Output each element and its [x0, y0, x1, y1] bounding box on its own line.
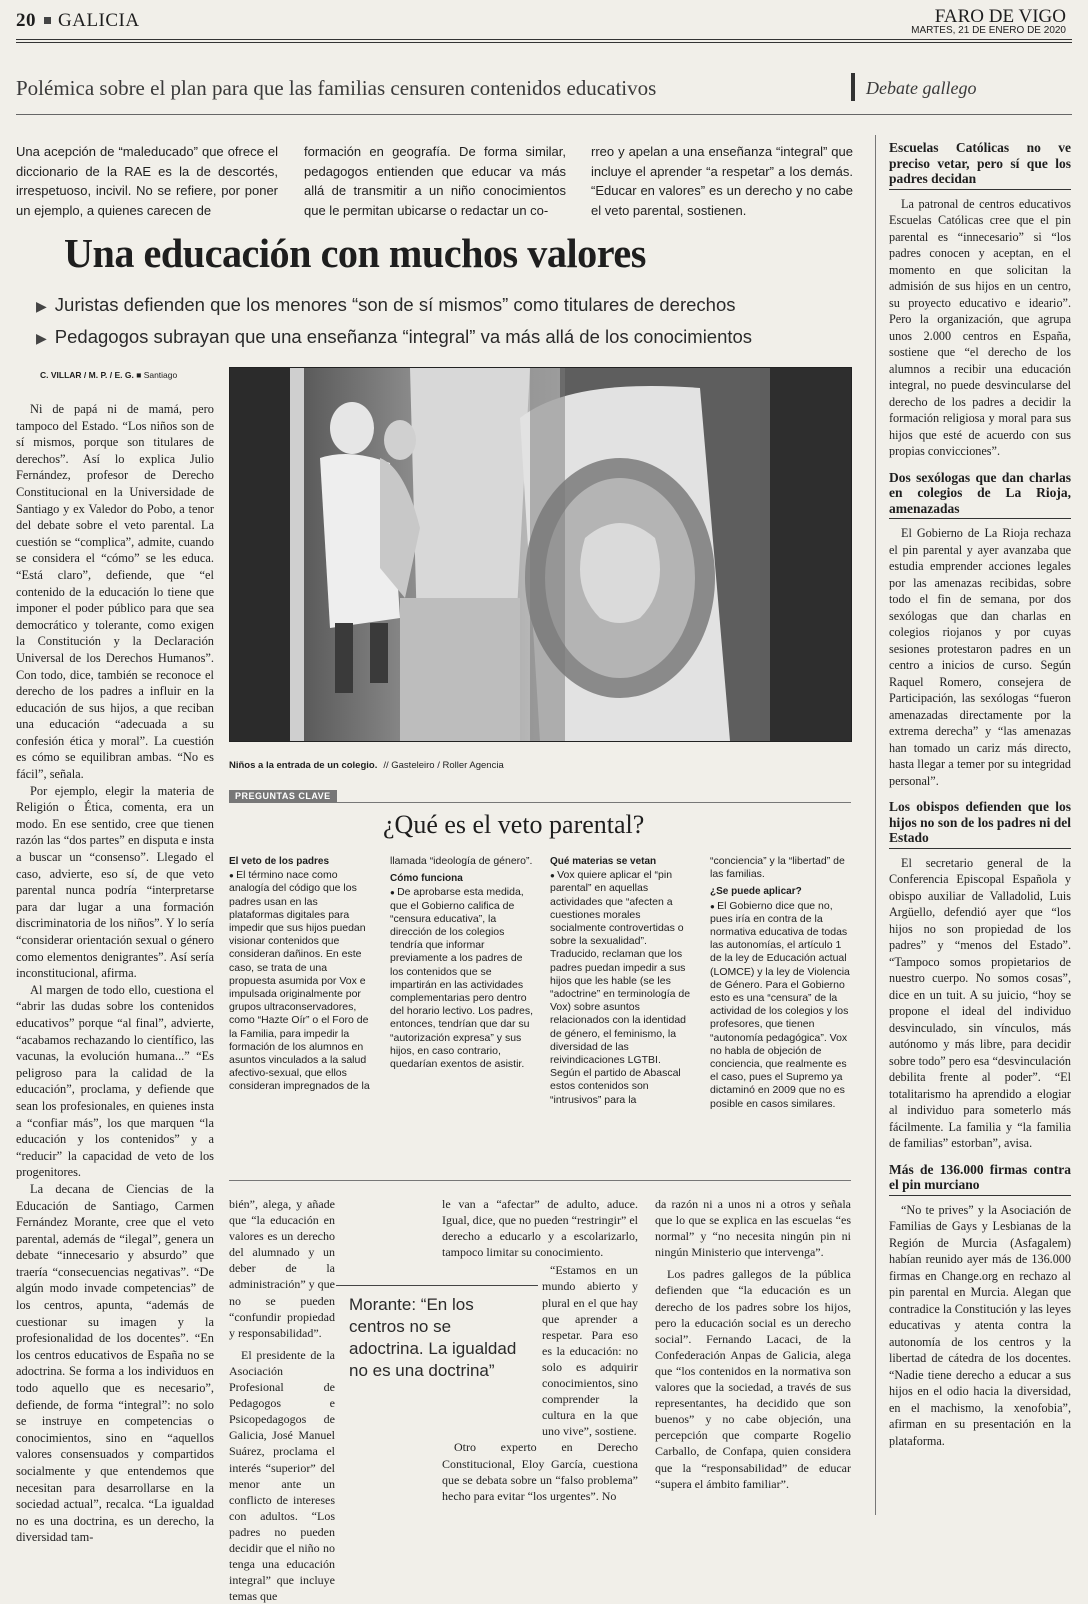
qa-column-1 [229, 855, 372, 1098]
intro-col-1: Una acepción de “maleducado” que ofrece el diccionario de la RAE es la de descortés, irrespetuoso, incivil. No se refiere, por poner un ejemplo, a quienes carecen de [16, 144, 278, 218]
topic-rule [16, 114, 1072, 115]
sidebar-rule [889, 518, 1071, 519]
paragraph: da razón ni a unos ni a otros y señala que lo que se explica en las escuelas “es normal” y “no necesita ningún pin ni ningún Ministerio que intervenga”. [655, 1197, 851, 1260]
section-badge: PREGUNTAS CLAVE [229, 790, 337, 802]
sidebar-text: La patronal de centros educativos Escuelas Católicas cree que el pin parental es “innecesario” si “los padres conocen y aceptan, en el momento en que solicitan la admisión de sus hijos en un centro, su proyecto educativo e ideario”. Pero la organización, que agrupa unos 2.000 centros en España, sostiene que “el derecho de los alumnos a recibir una educación integral, no puede desvincularse del derecho de los padres a decidir la formación religiosa y moral para sus hijos que esté de acuerdo con sus propias convicciones”. [889, 196, 1071, 458]
qa-answer: De aprobarse esta medida, que el Gobierno califica de “censura educativa”, la dirección de los colegios tendría que informar previamente a los padres de los contenidos que se impartirán en las actividades complementarias pero dentro del horario lectivo. Los padres, entonces, tendrían que dar su “autorización expresa” y sus hijos, en caso contrario, quedarían exentos de asistir. [390, 886, 533, 1071]
sidebar-text: “No te prives” y la Asociación de Familias de Gays y Lesbianas de la Región de Murcia (Asfagalem) habían reunido ayer más de 136.000 firmas en Change.org en rechazo al pin parental en Murcia. Alegan que contradice la Constitución y las leyes educativas y atenta contra la autonomía de los centros y la libertad de cátedra de los docentes. “Nadie tiene derecho a educar a sus hijos en el odio hacia la diversidad, en el machismo, la xenofobia”, afirman en su presentación en la plataforma. [889, 1202, 1071, 1448]
issue-date: MARTES, 21 DE ENERO DE 2020 [911, 25, 1066, 36]
section-title: GALICIA [58, 10, 140, 31]
bottom-column-1 [229, 1196, 426, 1604]
bullet-dot-icon: ● [229, 871, 237, 881]
byline-location: Santiago [143, 370, 178, 380]
qa-column-3 [550, 855, 693, 1111]
qa-answer-cont: llamada “ideología de género”. [390, 855, 533, 867]
byline: C. VILLAR / M. P. / E. G. ■ Santiago [40, 370, 178, 380]
bullet-triangle-icon: ▶ [36, 330, 47, 346]
qa-question: El veto de los padres [229, 856, 330, 867]
preguntas-rule [229, 802, 851, 803]
preguntas-title: ¿Qué es el veto parental? [383, 810, 645, 839]
bullet-dot-icon: ● [550, 871, 558, 881]
sidebar-rule [889, 848, 1071, 849]
sidebar-text: El secretario general de la Conferencia Episcopal Española y obispo auxiliar de Valladolid, Luis Argüello, defendió ayer que “los hijos no son propiedad de los padres” y “menos del Estado”. “Tampoco somos propietarios de nuestro cuerpo. No somos cosas”, dice en un tuit. A su juicio, “hoy se propone el ideal del individuo desvinculado, sin vínculos, más autónomo y más libre, para decidir sobre todo” pero esa “desvinculación debilita frente al poder”. “El totalitarismo ha aprendido a elogiar al individuo para someterlo más fácilmente. La familia y “la familia de familias” estorban”, avisa. [889, 855, 1071, 1150]
paragraph: El presidente de la Asociación Profesional de Pedagogos e Psicopedagogos de Galicia, José Manuel Suárez, proclama el interés “superior” del menor ante un conflicto de intereses con adultos. “Los padres no pueden decidir que el niño no tenga una educación integral” que incluye temas que [229, 1347, 335, 1604]
page-number: 20 [16, 10, 36, 31]
qa-answer: Vox quiere aplicar el “pin parental” en aquellas actividades que “afecten a cuestiones morales socialmente controvertidas o sobre la sexualidad”. Traducido, reclaman que los padres puedan impedir a sus hijos que les hable (se les “adoctrine” en terminología de Vox) sobre asuntos relacionados con la identidad de género, el feminismo, la diversidad de las reivindicaciones LGTBI. Según el partido de Abascal estos contenidos son “intrusivos” para la [550, 869, 691, 1106]
intro-col-3: rreo y apelan a una enseñanza “integral” que incluye el aprender “a respetar” a los demás. “Educar en valores” es un derecho y no cabe el veto parental, sostienen. [591, 144, 853, 218]
qa-answer-cont: “conciencia” y la “libertad” de las familias. [710, 855, 845, 881]
photo-caption [229, 760, 504, 771]
topic-divider [851, 73, 855, 101]
paragraph: Por ejemplo, elegir la materia de Religión o Ética, comenta, era un modo. En ese sentido, cree que tienen razón las “dos partes” en disputa e insta a buscar un “consenso”. Llegado el caso, advierte, eso sí, de que veto parental nunca podría “interpretarse para dar lugar a una formación discriminatoria de los niños”. Y lo sería “considerar orientación sexual o género como elementos denigrantes”. Así sería inconstitucional, afirma. [16, 783, 214, 981]
sidebar-title: Más de 136.000 firmas contra el pin murciano [889, 1161, 1071, 1192]
paragraph: Los padres gallegos de la pública defienden que “la educación es un derecho de los padres sobre los hijos, pero la educación social es un derecho social”. Fernando Lacaci, de la Confederación Anpas de Galicia, alega que “los contenidos en la normativa son valores que la sociedad, a través de sus representantes, ha decidido que son buenos” y no cabe objeción, una percepción que comparte Rogelio Carballo, de Confapa, quien considera que la “responsabilidad” de educar “supera el ámbito familiar”. [655, 1267, 851, 1491]
paragraph: “Estamos en un mundo abierto y plural en el que hay que aprender a respetar. Para eso es la educación: no solo es adquirir conocimientos, sino comprender la cultura en la que uno vive”, sostiene. [542, 1263, 638, 1439]
sidebar-rule [889, 1195, 1071, 1196]
topic-title: Polémica sobre el plan para que las familias censuren contenidos educativos [16, 76, 657, 100]
headline: Una educación con muchos valores [64, 230, 646, 276]
photo-credit: // Gasteleiro / Roller Agencia [383, 760, 504, 771]
bullet-dot-icon: ● [710, 901, 718, 911]
news-photo [229, 367, 852, 742]
qa-question: Cómo funciona [390, 873, 463, 885]
topic-tag: Debate gallego [866, 78, 977, 98]
main-article-column [16, 401, 214, 1546]
pull-quote: Morante: “En los centros no se adoctrina. La igualdad no es una doctrina” [349, 1295, 517, 1380]
sidebar-rule [889, 189, 1071, 190]
sidebar-divider [875, 135, 876, 1515]
subhead-1 [36, 294, 736, 316]
photo-illustration [230, 368, 851, 741]
qa-answer: El término nace como analogía del código que los padres usan en las plataformas digitales para impedir que sus hijos puedan visionar contenidos que consideran dañinos. En este caso, se trata de una propuesta asumida por Vox e impulsada originalmente por grupos ultraconservadores, como “Hazte Oír” o el Foro de la Familia, para impedir la formación de los alumnos en asuntos vinculados a la salud afectivo-sexual, que ellos consideran impregnados de la [229, 869, 370, 1093]
qa-question: Qué materias se vetan [550, 856, 657, 867]
subhead-2-text: Pedagogos subrayan que una enseñanza “integral” va más allá de los conocimientos [54, 326, 753, 347]
section-marker [44, 17, 51, 24]
masthead-rule [16, 39, 1072, 40]
qa-question: ¿Se puede aplicar? [710, 886, 802, 898]
paragraph: Al margen de todo ello, cuestiona el “abrir las dudas sobre los contenidos educativos” porque “al final”, advierte, “acabamos rechazando lo científico, las vacunas, la evolución humana...” “Es peligroso para la calidad de la educación”, proclama, y defiende que sean los profesionales, en quienes insta a “confiar más”, los que marquen “la educación y los contenidos” y a “reducir” la capacidad de veto de los progenitores. [16, 982, 214, 1180]
newspaper-name: FARO DE VIGO [934, 6, 1066, 27]
byline-authors: C. VILLAR / M. P. / E. G. [40, 370, 134, 380]
sidebar-text: El Gobierno de La Rioja rechaza el pin parental y ayer avanzaba que estudia emprender acciones legales por las amenazas recibidas, sobre todo el fin de semana, por dos sexólogas que dan charlas en colegios riojanos y por cuyas sesiones protestaron padres en un centro a inicios de curso. Según Raquel Romero, consejera de Participación, las sexólogas “fueron amenazadas directamente por la extrema derecha” y “las amenazas han tomado un cariz más directo, hasta llegar a temer por su integridad personal”. [889, 526, 1071, 788]
bottom-rule [229, 1180, 851, 1181]
bullet-triangle-icon: ▶ [36, 298, 47, 314]
sidebar [889, 140, 1071, 1459]
paragraph: bién”, alega, y añade que “la educación en valores es un derecho del alumnado y un deber de la administración” y que no se pueden “confundir propiedad y responsabilidad”. [229, 1197, 335, 1340]
sidebar-title: Los obispos defienden que los hijos no son de los padres ni del Estado [889, 799, 1071, 845]
intro-col-2: formación en geografía. De forma similar, pedagogos entienden que educar va más allá de transmitir a un niño conocimientos que le permitan ubicarse o redactar un co- [304, 144, 566, 218]
paragraph: le van a “afectar” de adulto, aduce. Igual, dice, que no pueden “restringir” el derecho a educarlo y a escolarizarlo, tampoco limitar su conocimiento. [442, 1197, 638, 1260]
subhead-1-text: Juristas defienden que los menores “son de sí mismos” como titulares de derechos [54, 294, 736, 315]
quote-rule-top [336, 1285, 538, 1286]
caption-text: Niños a la entrada de un colegio. [229, 760, 378, 771]
sidebar-title: Escuelas Católicas no ve preciso vetar, pero sí que los padres decidan [889, 140, 1071, 186]
paragraph: Otro experto en Derecho Constitucional, Eloy García, cuestiona que se debata sobre un “falso problema” hecho para evitar “los urgentes”. No [442, 1440, 638, 1503]
qa-column-2 [390, 855, 533, 1075]
qa-column-4 [710, 855, 853, 1115]
paragraph: Ni de papá ni de mamá, pero tampoco del Estado. “Los niños son de sí mismos, porque son titulares de derechos”. Así lo explica Julio Fernández, profesor de Derecho Constitucional en la Universidade de Santiago y ex Valedor do Pobo, a tenor del debate sobre el veto parental. La cuestión se “complica”, admite, cuando se considera el “cómo” se les educa. “Está claro”, defiende, que “el contenido de la educación lo tiene que imponer el poder público para que sea democrático y tolerante, como exigen la Constitución y la Declaración Universal de los Derechos Humanos”. Con todo, dice, también se reconoce el derecho de los padres a influir en la educación de sus hijos, a que reciban una educación “adecuada a su confesión ética y moral”. La cuestión es cómo se equilibran ambas. “No es fácil”, señala. [16, 402, 214, 782]
masthead-rule-2 [16, 42, 1072, 43]
qa-answer: El Gobierno dice que no, pues iría en contra de la normativa educativa de todas las autonomías, el artículo 1 de la ley de Educación actual (LOMCE) y la ley de Violencia de Género. Para el Gobierno esto es una “censura” de la actividad de los colegios y los profesores, que tienen “autonomía pedagógica”. Vox no habla de objeción de conciencia, que realmente es el caso, pues el Supremo ya dictaminó en 2009 que no es posible en casos similares. [710, 899, 850, 1110]
subhead-2 [36, 326, 752, 348]
bottom-column-3 [655, 1196, 851, 1492]
paragraph: La decana de Ciencias de la Educación de Santiago, Carmen Fernández Morante, cree que el veto parental, además de “ilegal”, genera un debate “innecesario y absurdo” que traería “consecuencias negativas”. “De algún modo invade competencias” de los centros, apunta, “además de cuestionar su imagen y la profesionalidad de los docentes”. “En los centros educativos de España no se adoctrina. Se forma a los individuos en todo aquello que es necesario”, defiende, de forma “integral”: no solo se instruye en competencias o conocimientos, sino en “aquellos valores consensuados y compartidos socialmente y que entendemos que necesitan para desarrollarse en la sociedad actual”, recalca. “La igualdad no es una doctrina, es un derecho, la diversidad tam- [16, 1181, 214, 1545]
bullet-dot-icon: ● [390, 888, 398, 898]
sidebar-title: Dos sexólogas que dan charlas en colegios de La Rioja, amenazadas [889, 469, 1071, 516]
